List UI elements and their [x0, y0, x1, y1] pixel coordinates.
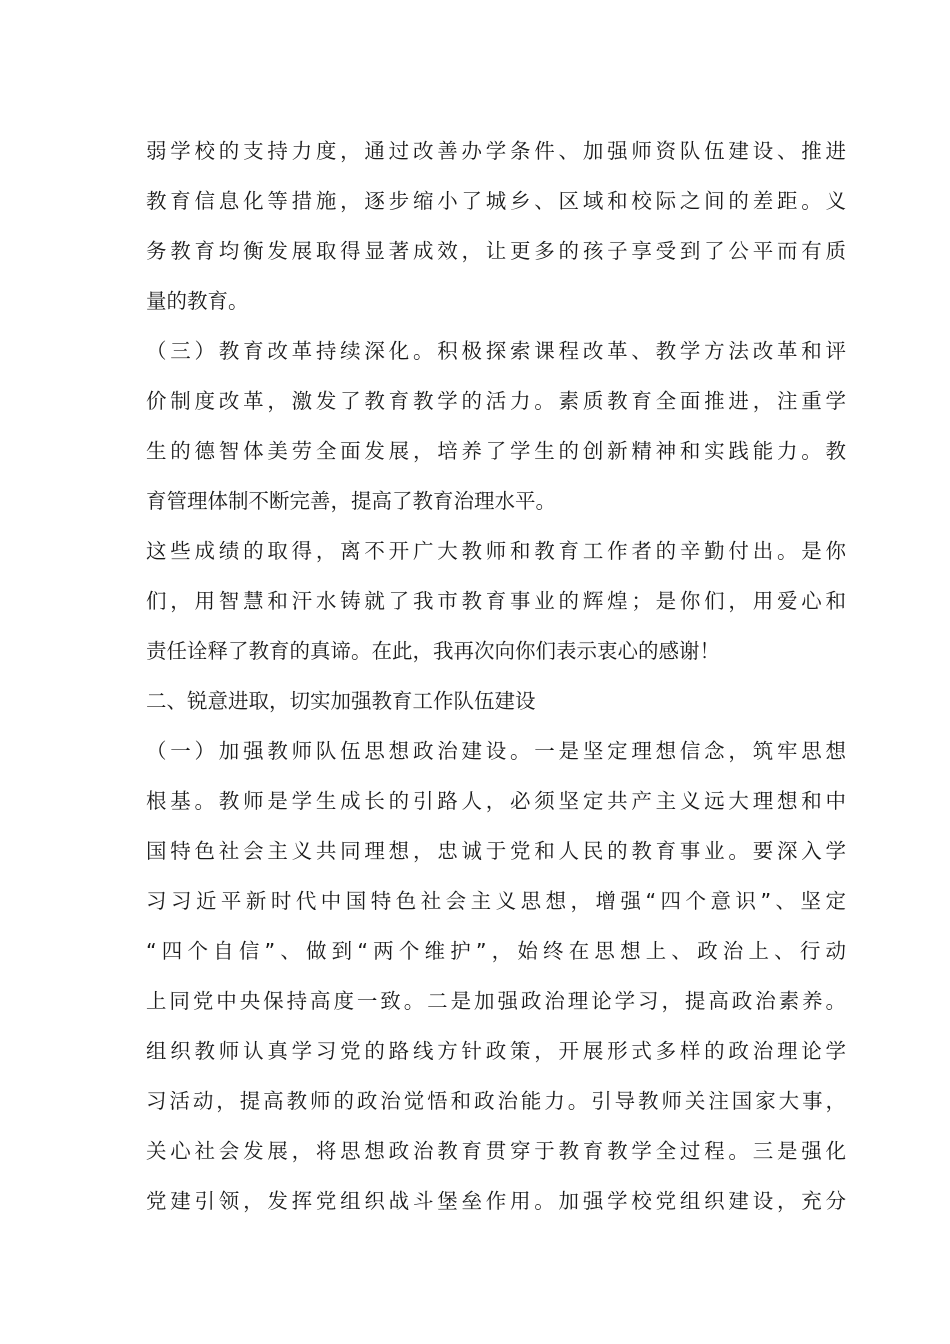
- text-line: 教育信息化等措施，逐步缩小了城乡、区域和校际之间的差距。义: [146, 189, 846, 213]
- text-line: （三）教育改革持续深化。积极探索课程改革、教学方法改革和评: [146, 339, 846, 363]
- text-line: 务教育均衡发展取得显著成效，让更多的孩子享受到了公平而有质: [146, 239, 846, 263]
- text-line: 量的教育。: [146, 289, 249, 313]
- text-line: 责任诠释了教育的真谛。在此，我再次向你们表示衷心的感谢！: [146, 639, 720, 663]
- text-line: 价制度改革，激发了教育教学的活力。素质教育全面推进，注重学: [146, 389, 846, 413]
- text-line: 国特色社会主义共同理想，忠诚于党和人民的教育事业。要深入学: [146, 839, 846, 863]
- text-line: “四个自信”、做到“两个维护”，始终在思想上、政治上、行动: [146, 939, 846, 963]
- text-line: 们，用智慧和汗水铸就了我市教育事业的辉煌；是你们，用爱心和: [146, 589, 846, 613]
- text-line: 生的德智体美劳全面发展，培养了学生的创新精神和实践能力。教: [146, 439, 846, 463]
- text-line: 习活动，提高教师的政治觉悟和政治能力。引导教师关注国家大事，: [146, 1089, 846, 1113]
- text-line: 习习近平新时代中国特色社会主义思想，增强“四个意识”、坚定: [146, 889, 846, 913]
- text-line: 这些成绩的取得，离不开广大教师和教育工作者的辛勤付出。是你: [146, 539, 846, 563]
- text-line: 党建引领，发挥党组织战斗堡垒作用。加强学校党组织建设，充分: [146, 1189, 846, 1213]
- text-line: （一）加强教师队伍思想政治建设。一是坚定理想信念，筑牢思想: [146, 739, 846, 763]
- text-line: 育管理体制不断完善，提高了教育治理水平。: [146, 489, 556, 513]
- text-line: 根基。教师是学生成长的引路人，必须坚定共产主义远大理想和中: [146, 789, 846, 813]
- text-line: 上同党中央保持高度一致。二是加强政治理论学习，提高政治素养。: [146, 989, 846, 1013]
- text-line: 关心社会发展，将思想政治教育贯穿于教育教学全过程。三是强化: [146, 1139, 846, 1163]
- text-line: 弱学校的支持力度，通过改善办学条件、加强师资队伍建设、推进: [146, 139, 846, 163]
- text-line: 组织教师认真学习党的路线方针政策，开展形式多样的政治理论学: [146, 1039, 846, 1063]
- section-heading: 二、锐意进取，切实加强教育工作队伍建设: [146, 689, 536, 713]
